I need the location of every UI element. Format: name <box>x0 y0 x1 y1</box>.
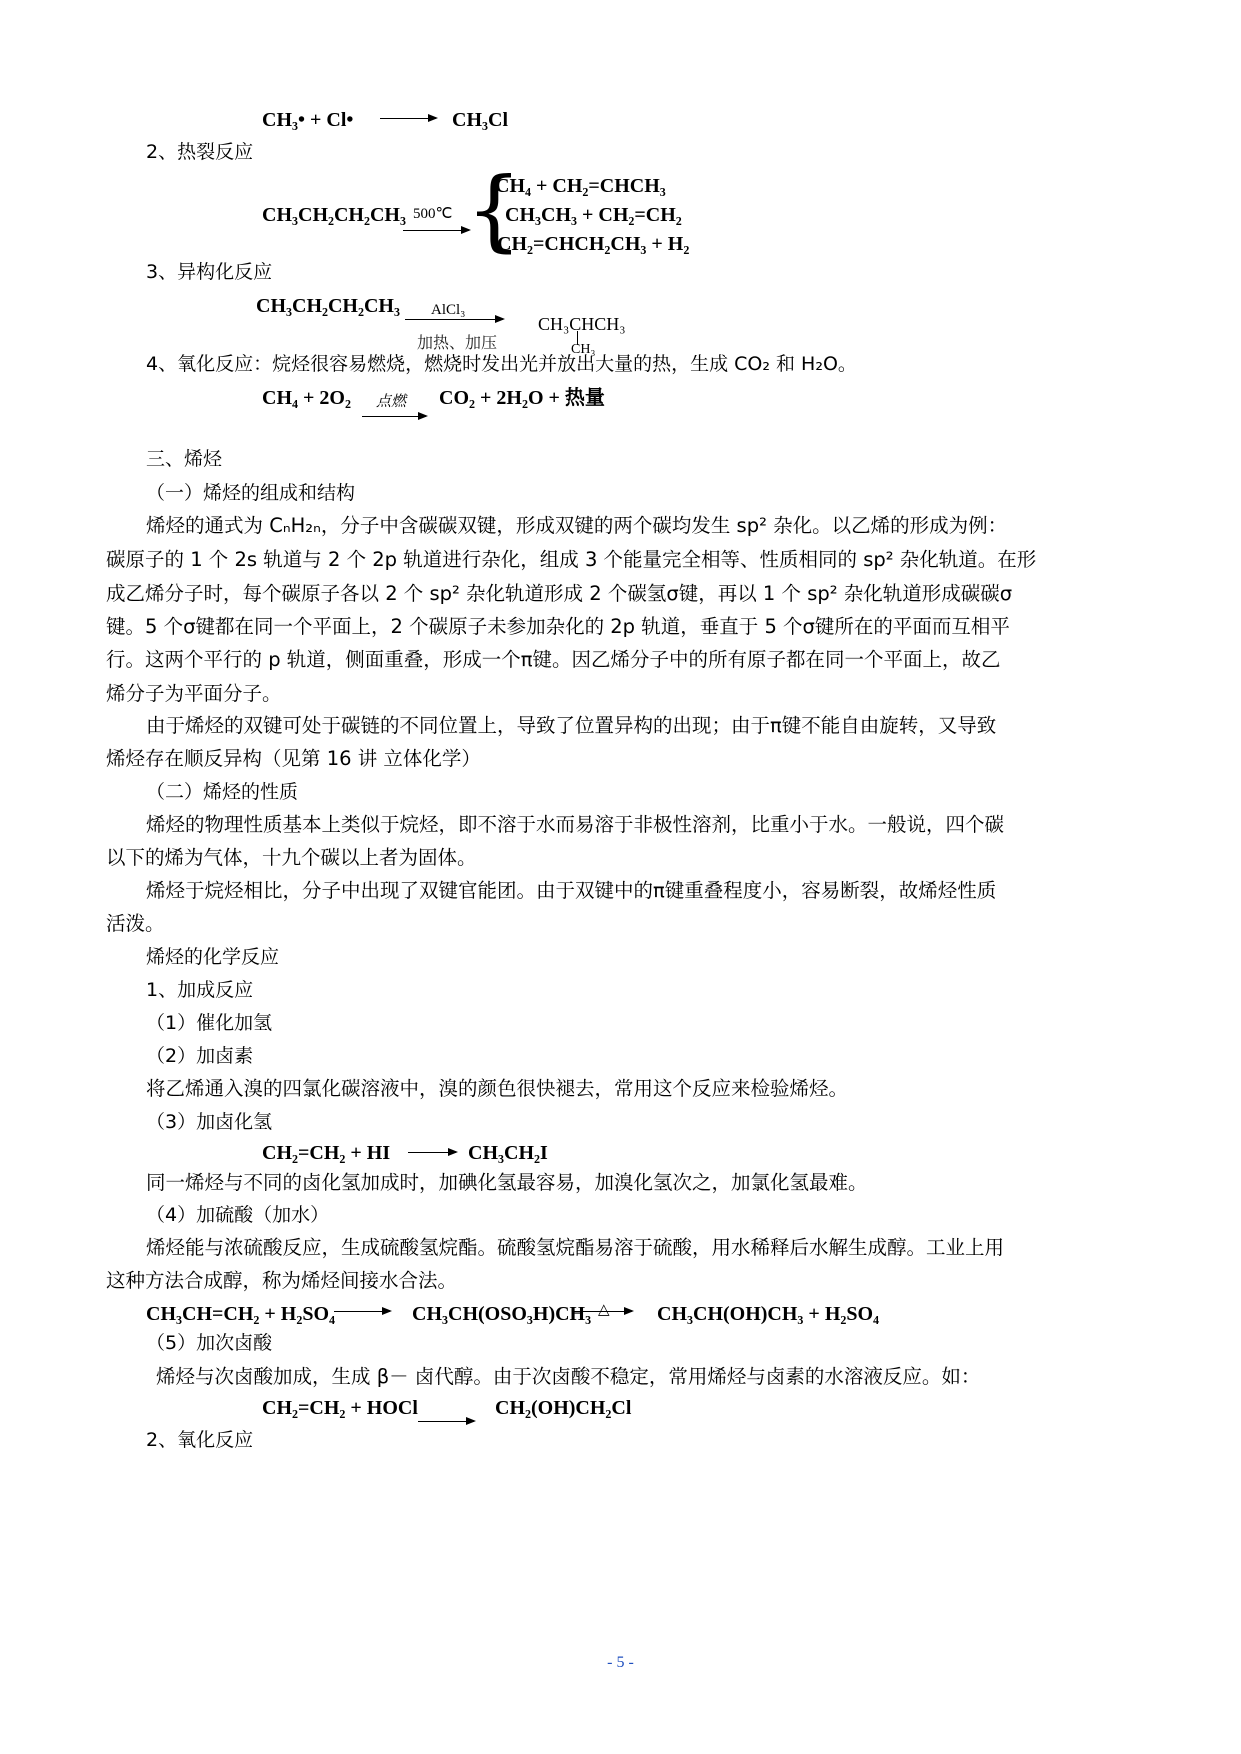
heading-isomerization: 3、异构化反应 <box>146 261 273 283</box>
reaction-arrow <box>403 230 469 231</box>
oxid-lhs: CH₄ + 2O₂ <box>262 387 351 409</box>
reaction-arrow <box>380 118 436 119</box>
subheading: （3）加卤化氢 <box>146 1111 273 1133</box>
paragraph-line: 活泼。 <box>106 912 165 935</box>
paragraph-line: 行。这两个平行的 p 轨道，侧面重叠，形成一个π键。因乙烯分子中的所有原子都在同一个平面上，故乙 <box>106 648 1001 671</box>
crack-product-2: CH₃CH₃ + CH₂=CH₂ <box>505 204 682 226</box>
section-title: 三、烯烃 <box>146 448 223 470</box>
isom-product: CH₃CHCH₃ <box>538 314 626 334</box>
paragraph-line: 将乙烯通入溴的四氯化碳溶液中，溴的颜色很快褪去，常用这个反应来检验烯烃。 <box>146 1077 849 1100</box>
paragraph-line: 烯烃与次卤酸加成，生成 β－ 卤代醇。由于次卤酸不稳定，常用烯烃与卤素的水溶液反应。如： <box>156 1365 981 1388</box>
eq-radical-lhs: CH₃• + Cl• <box>262 109 354 131</box>
crack-lhs: CH₃CH₂CH₂CH₃ <box>262 204 406 226</box>
reaction-arrow <box>418 1421 474 1422</box>
subsection-title: （一）烯烃的组成和结构 <box>146 482 356 504</box>
paragraph-line: 同一烯烃与不同的卤化氢加成时，加碘化氢最容易，加溴化氢次之，加氯化氢最难。 <box>146 1171 868 1194</box>
h2so4-lhs: CH₃CH=CH₂ + H₂SO₄ <box>146 1303 336 1325</box>
crack-product-3: CH₂=CHCH₂CH₃ + H₂ <box>497 233 690 255</box>
hocl-rhs: CH₂(OH)CH₂Cl <box>495 1397 632 1419</box>
subheading: （1）催化加氢 <box>146 1012 273 1034</box>
h2so4-rhs: CH₃CH(OH)CH₃ + H₂SO₄ <box>657 1303 880 1325</box>
paragraph-line: 以下的烯为气体，十九个碳以上者为固体。 <box>106 846 477 869</box>
subheading: （5）加次卤酸 <box>146 1332 273 1354</box>
reaction-arrow <box>334 1311 390 1312</box>
isom-branch: CH₃ <box>571 342 596 357</box>
h2so4-intermediate: CH₃CH(OSO₃H)CH₃ <box>412 1303 592 1325</box>
isom-catalyst: AlCl₃ <box>431 302 466 318</box>
heading-chemistry: 烯烃的化学反应 <box>146 946 280 968</box>
eq-radical-rhs: CH₃Cl <box>452 109 508 131</box>
subheading: （4）加硫酸（加水） <box>146 1204 330 1226</box>
heading-addition: 1、加成反应 <box>146 979 254 1001</box>
isom-lhs: CH₃CH₂CH₂CH₃ <box>256 295 400 317</box>
reaction-arrow <box>405 319 503 320</box>
heading-oxidation-2: 2、氧化反应 <box>146 1429 254 1451</box>
paragraph-line: 烯烃的通式为 CₙH₂ₙ，分子中含碳碳双键，形成双键的两个碳均发生 sp² 杂化。以乙烯的形成为例： <box>146 514 1008 537</box>
heading-oxidation: 4、氧化反应：烷烃很容易燃烧，燃烧时发出光并放出大量的热，生成 CO₂ 和 H₂O。 <box>146 353 857 375</box>
hx-lhs: CH₂=CH₂ + HI <box>262 1142 391 1164</box>
crack-product-1: CH₄ + CH₂=CHCH₃ <box>495 175 666 197</box>
oxid-rhs: CO₂ + 2H₂O + 热量 <box>439 387 605 409</box>
hocl-lhs: CH₂=CH₂ + HOCl <box>262 1397 418 1419</box>
subsection-title: （二）烯烃的性质 <box>146 781 299 803</box>
brace-icon: { <box>466 158 522 261</box>
oxid-condition: 点燃 <box>376 392 407 410</box>
paragraph-line: 碳原子的 1 个 2s 轨道与 2 个 2p 轨道进行杂化，组成 3 个能量完全相等、性质相同的 sp² 杂化轨道。在形 <box>106 548 1037 571</box>
paragraph-line: 由于烯烃的双键可处于碳链的不同位置上，导致了位置异构的出现；由于π键不能自由旋转，又导致 <box>146 714 997 737</box>
crack-condition: 500℃ <box>413 206 453 222</box>
paragraph-line: 键。5 个σ键都在同一个平面上，2 个碳原子未参加杂化的 2p 轨道，垂直于 5 个σ键所在的平面而互相平 <box>106 615 1010 638</box>
h2so4-condition: △ <box>598 1302 610 1318</box>
subheading: （2）加卤素 <box>146 1045 254 1067</box>
reaction-arrow <box>362 416 426 417</box>
reaction-arrow <box>408 1152 456 1153</box>
paragraph-line: 这种方法合成醇，称为烯烃间接水合法。 <box>106 1269 458 1292</box>
reaction-arrow <box>574 1311 632 1312</box>
heading-cracking: 2、热裂反应 <box>146 141 254 163</box>
isom-condition: 加热、加压 <box>417 333 498 352</box>
paragraph-line: 烯分子为平面分子。 <box>106 682 282 705</box>
hx-rhs: CH₃CH₂I <box>468 1142 548 1164</box>
paragraph-line: 成乙烯分子时，每个碳原子各以 2 个 sp² 杂化轨道形成 2 个碳氢σ键，再以 1 个 sp² 杂化轨道形成碳碳σ <box>106 582 1013 605</box>
page-number: - 5 - <box>607 1654 634 1671</box>
paragraph-line: 烯烃存在顺反异构（见第 16 讲 立体化学） <box>106 747 481 770</box>
paragraph-line: 烯烃于烷烃相比，分子中出现了双键官能团。由于双键中的π键重叠程度小，容易断裂，故烯烃性质 <box>146 879 997 902</box>
paragraph-line: 烯烃的物理性质基本上类似于烷烃，即不溶于水而易溶于非极性溶剂，比重小于水。一般说，四个碳 <box>146 813 1005 836</box>
paragraph-line: 烯烃能与浓硫酸反应，生成硫酸氢烷酯。硫酸氢烷酯易溶于硫酸，用水稀释后水解生成醇。工业上用 <box>146 1236 1005 1259</box>
